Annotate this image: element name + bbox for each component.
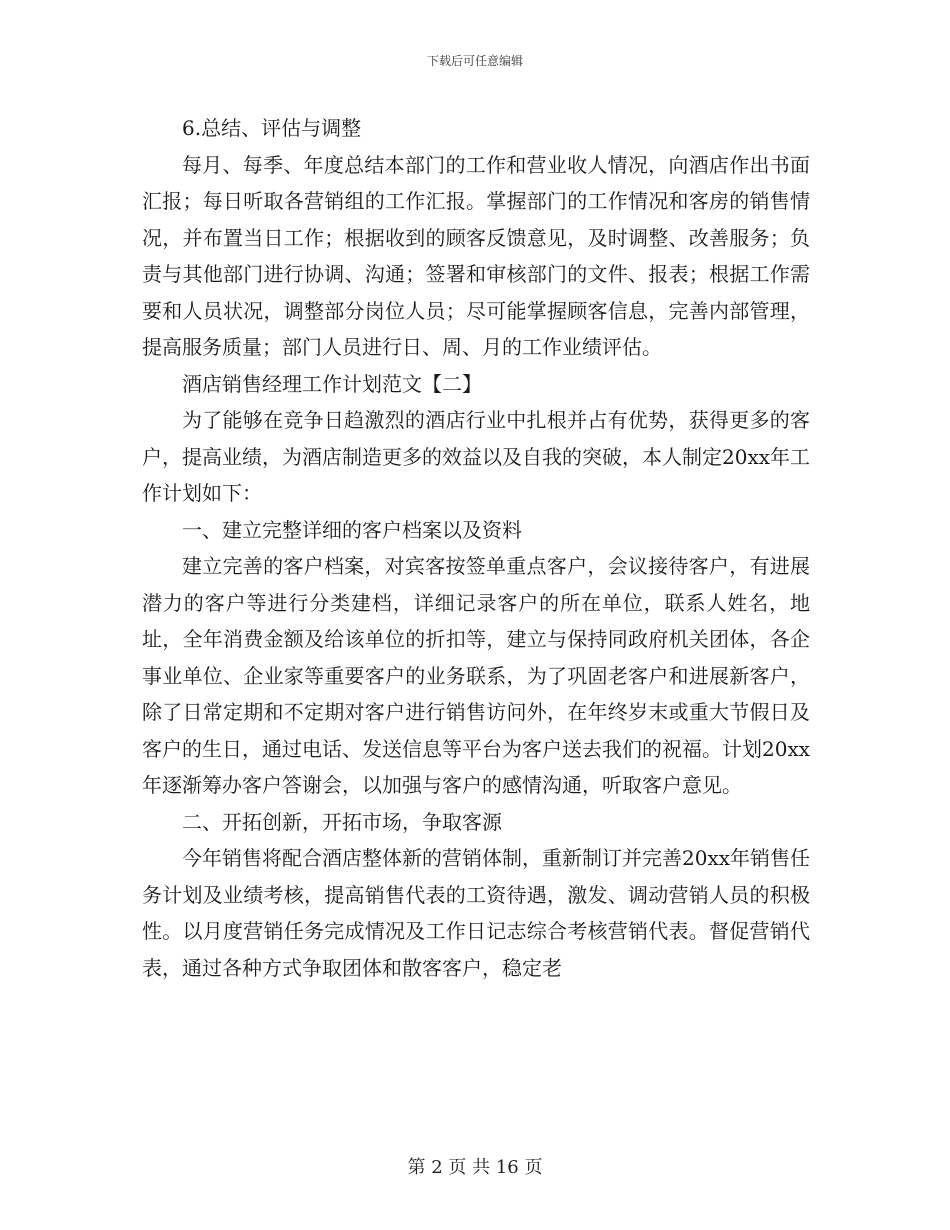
body-paragraph: 每月、每季、年度总结本部门的工作和营业收人情况，向酒店作出书面汇报；每日听取各营销组的工作汇报。掌握部门的工作情况和客房的销售情况，并布置当日工作；根据收到的顾客反馈意见，及时调整、改善服务；负责与其他部门进行协调、沟通；签署和审核部门的文件、报表；根据工作需要和人员状况，调整部分岗位人员；尽可能掌握顾客信息，完善内部管理，提高服务质量；部门人员进行日、周、月的工作业绩评估。 bbox=[142, 152, 810, 359]
body-paragraph: 建立完善的客户档案，对宾客按签单重点客户，会议接待客户，有进展潜力的客户等进行分类建档，详细记录客户的所在单位，联系人姓名，地址，全年消费金额及给该单位的折扣等，建立与保持同政府机关团体，各企事业单位、企业家等重要客户的业务联系，为了巩固老客户和进展新客户，除了日常定期和不定期对客户进行销售访问外，在年终岁末或重大节假日及客户的生日，通过电话、发送信息等平台为客户送去我们的祝福。计划20xx年逐渐筹办客户答谢会，以加强与客户的感情沟通，听取客户意见。 bbox=[142, 554, 811, 797]
section-heading: 一、建立完整详细的客户档案以及资料 bbox=[182, 517, 522, 542]
document-title: 酒店销售经理工作计划范文【二】 bbox=[182, 371, 482, 396]
document-body bbox=[142, 110, 810, 986]
page-header-note: 下载后可任意编辑 bbox=[426, 54, 523, 68]
page-number-footer: 第 2 页 共 16 页 bbox=[407, 1157, 543, 1178]
body-paragraph: 今年销售将配合酒店整体新的营销体制，重新制订并完善20xx年销售任务计划及业绩考核，提高销售代表的工资待遇，激发、调动营销人员的积极性。以月度营销任务完成情况及工作日记志综合考核营销代表。督促营销代表，通过各种方式争取团体和散客客户，稳定老 bbox=[142, 846, 811, 980]
section-heading-summary: 6.总结、评估与调整 bbox=[182, 116, 362, 140]
body-paragraph: 为了能够在竞争日趋激烈的酒店行业中扎根并占有优势，获得更多的客户，提高业绩，为酒店制造更多的效益以及自我的突破，本人制定20xx年工作计划如下： bbox=[142, 408, 811, 505]
section-heading: 二、开拓创新，开拓市场，争取客源 bbox=[182, 809, 502, 834]
